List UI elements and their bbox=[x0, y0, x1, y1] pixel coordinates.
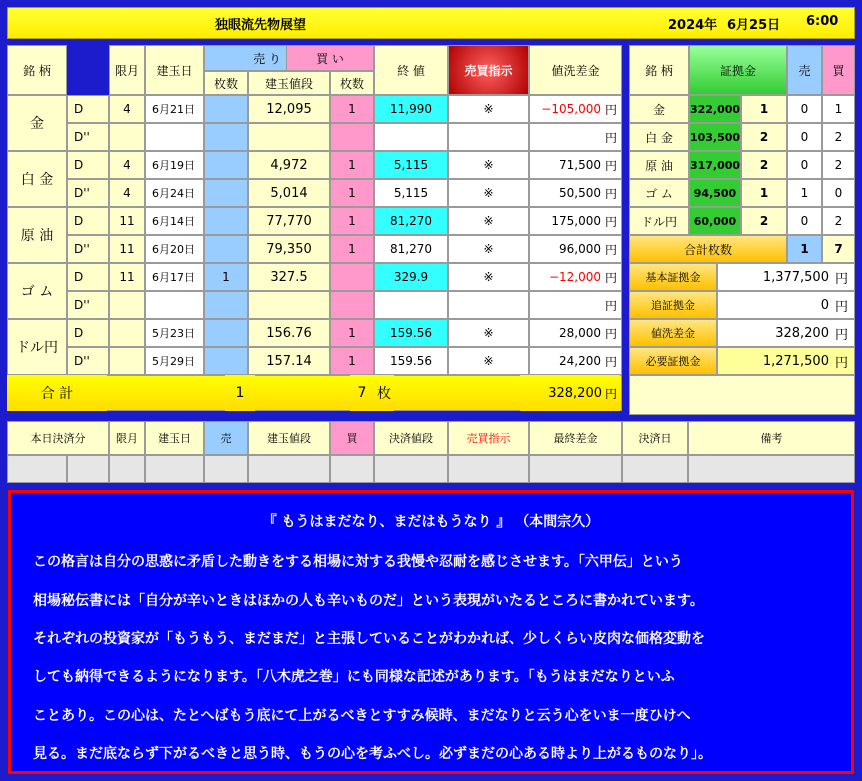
col-header-diff: 値洗差金 bbox=[529, 45, 622, 95]
proverb-title: 『 もうはまだなり、まだはもうなり 』 （本間宗久） bbox=[262, 514, 600, 530]
margin-row-buy: 0 bbox=[822, 179, 855, 207]
settlement-header: 決済値段 bbox=[374, 421, 448, 455]
margin-row-buy: 2 bbox=[822, 207, 855, 235]
row-diff-value: 71,500 bbox=[558, 158, 601, 172]
row-diff-cell bbox=[529, 151, 622, 179]
row-month: 4 bbox=[109, 151, 145, 179]
settlement-empty-cell bbox=[145, 455, 204, 483]
row-position-price bbox=[248, 291, 330, 319]
settlement-empty-cell bbox=[204, 455, 248, 483]
row-position-price: 156.76 bbox=[248, 319, 330, 347]
row-buy-qty: 1 bbox=[330, 319, 374, 347]
total-sell: 1 bbox=[225, 375, 255, 411]
row-buy-qty bbox=[330, 263, 374, 291]
row-diff-cell bbox=[529, 291, 622, 319]
row-diff-value: 96,000 bbox=[558, 242, 601, 256]
row-month bbox=[109, 319, 145, 347]
col-header-signal: 売買指示 bbox=[448, 45, 529, 95]
margin-row-name: 金 bbox=[629, 95, 689, 123]
margin-row-sell: 0 bbox=[787, 207, 822, 235]
summary-value-cell bbox=[717, 347, 855, 375]
row-close-price: 329.9 bbox=[374, 263, 448, 291]
settlement-empty-cell bbox=[67, 455, 109, 483]
margin-filler bbox=[629, 375, 855, 415]
row-diff-unit: 円 bbox=[604, 158, 617, 173]
row-open-date bbox=[145, 123, 204, 151]
row-open-date: 5月29日 bbox=[145, 347, 204, 375]
row-position-price: 157.14 bbox=[248, 347, 330, 375]
row-diff-cell bbox=[529, 123, 622, 151]
row-close-price: 11,990 bbox=[374, 95, 448, 123]
row-sell-qty bbox=[204, 235, 248, 263]
margin-total-sell: 1 bbox=[787, 235, 822, 263]
summary-unit: 円 bbox=[834, 299, 848, 315]
row-sell-qty bbox=[204, 319, 248, 347]
row-buy-qty bbox=[330, 123, 374, 151]
col-header-close: 終 値 bbox=[374, 45, 448, 95]
proverb-box bbox=[8, 490, 854, 774]
row-close-price bbox=[374, 123, 448, 151]
row-signal-mark bbox=[448, 291, 529, 319]
commodity-name: ゴ ム bbox=[7, 263, 67, 319]
margin-header-name: 銘 柄 bbox=[629, 45, 689, 95]
row-signal-mark: ※ bbox=[448, 179, 529, 207]
col-header-open-date: 建玉日 bbox=[145, 45, 204, 95]
row-diff-unit: 円 bbox=[604, 214, 617, 229]
col-header-buy: 買 い bbox=[286, 45, 374, 71]
settlement-header: 最終差金 bbox=[529, 421, 622, 455]
row-buy-qty: 1 bbox=[330, 95, 374, 123]
row-month: 11 bbox=[109, 235, 145, 263]
row-open-date: 5月23日 bbox=[145, 319, 204, 347]
row-diff-value: −12,000 bbox=[548, 270, 601, 284]
row-sell-qty bbox=[204, 207, 248, 235]
row-position-price bbox=[248, 123, 330, 151]
row-position-price: 327.5 bbox=[248, 263, 330, 291]
row-diff-cell bbox=[529, 179, 622, 207]
commodity-name: 金 bbox=[7, 95, 67, 151]
row-diff-unit: 円 bbox=[604, 102, 617, 117]
col-header-month: 限月 bbox=[109, 45, 145, 95]
margin-row-name: 原 油 bbox=[629, 151, 689, 179]
row-sell-qty bbox=[204, 347, 248, 375]
page-title: 独眼流先物展望 bbox=[215, 18, 307, 33]
total-label: 合 計 bbox=[7, 375, 107, 411]
row-diff-cell bbox=[529, 207, 622, 235]
row-open-date: 6月14日 bbox=[145, 207, 204, 235]
margin-row-sell: 0 bbox=[787, 151, 822, 179]
row-diff-unit: 円 bbox=[604, 270, 617, 285]
row-diff-unit: 円 bbox=[604, 130, 617, 145]
col-header-position-price: 建玉値段 bbox=[248, 71, 330, 95]
row-type: D'' bbox=[67, 235, 109, 263]
settlement-header: 備考 bbox=[688, 421, 855, 455]
margin-row-amount: 317,000 bbox=[689, 151, 741, 179]
row-diff-unit: 円 bbox=[604, 298, 617, 313]
row-position-price: 4,972 bbox=[248, 151, 330, 179]
commodity-name: ドル円 bbox=[7, 319, 67, 375]
row-month bbox=[109, 347, 145, 375]
proverb-line: この格言は自分の思惑に矛盾した動きをする相場に対する我慢や忍耐を感じさせます。「六甲伝」という bbox=[33, 554, 683, 570]
summary-value-cell bbox=[717, 319, 855, 347]
row-close-price: 5,115 bbox=[374, 179, 448, 207]
row-open-date: 6月20日 bbox=[145, 235, 204, 263]
margin-row-multiplier: 1 bbox=[741, 95, 787, 123]
row-month: 4 bbox=[109, 95, 145, 123]
margin-total-buy: 7 bbox=[822, 235, 855, 263]
total-unit: 枚 bbox=[374, 375, 394, 411]
margin-row-amount: 103,500 bbox=[689, 123, 741, 151]
row-type: D'' bbox=[67, 123, 109, 151]
row-close-price: 81,270 bbox=[374, 207, 448, 235]
row-close-price: 159.56 bbox=[374, 319, 448, 347]
margin-row-amount: 94,500 bbox=[689, 179, 741, 207]
settlement-empty-cell bbox=[109, 455, 145, 483]
row-diff-value: 50,500 bbox=[558, 186, 601, 200]
margin-row-sell: 0 bbox=[787, 123, 822, 151]
row-type: D bbox=[67, 319, 109, 347]
proverb-line: 見る。まだ底ならず下がるべきと思う時、もうの心を考ふべし。必ずまだの心ある時より上がるものなり」。 bbox=[33, 746, 712, 762]
total-buy: 7 bbox=[350, 375, 374, 411]
summary-label: 必要証拠金 bbox=[629, 347, 717, 375]
margin-row-name: ゴ ム bbox=[629, 179, 689, 207]
row-buy-qty: 1 bbox=[330, 151, 374, 179]
row-month bbox=[109, 291, 145, 319]
row-diff-unit: 円 bbox=[604, 354, 617, 369]
header-date: 6月25日 bbox=[727, 18, 781, 33]
summary-label: 追証拠金 bbox=[629, 291, 717, 319]
margin-row-name: 白 金 bbox=[629, 123, 689, 151]
row-signal-mark: ※ bbox=[448, 151, 529, 179]
row-open-date bbox=[145, 291, 204, 319]
commodity-name: 原 油 bbox=[7, 207, 67, 263]
proverb-line: それぞれの投資家が「もうもう、まだまだ」と主張していることがわかれば、少しくらい皮肉な価格変動を bbox=[33, 631, 705, 647]
margin-row-multiplier: 2 bbox=[741, 123, 787, 151]
settlement-empty-cell bbox=[374, 455, 448, 483]
margin-row-amount: 322,000 bbox=[689, 95, 741, 123]
settlement-empty-cell bbox=[248, 455, 330, 483]
row-diff-unit: 円 bbox=[604, 326, 617, 341]
row-month: 4 bbox=[109, 179, 145, 207]
margin-row-buy: 2 bbox=[822, 123, 855, 151]
row-type: D bbox=[67, 95, 109, 123]
margin-row-sell: 0 bbox=[787, 95, 822, 123]
row-diff-unit: 円 bbox=[604, 186, 617, 201]
margin-header-sell: 売 bbox=[787, 45, 822, 95]
row-diff-cell bbox=[529, 319, 622, 347]
col-header-sell-qty: 枚数 bbox=[204, 71, 248, 95]
row-sell-qty bbox=[204, 151, 248, 179]
row-diff-cell bbox=[529, 95, 622, 123]
margin-row-name: ドル円 bbox=[629, 207, 689, 235]
margin-row-sell: 1 bbox=[787, 179, 822, 207]
row-diff-cell bbox=[529, 347, 622, 375]
proverb-line: 相場秘伝書には「自分が辛いときはほかの人も辛いものだ」という表現がいたるところに書かれています。 bbox=[33, 593, 704, 609]
row-open-date: 6月19日 bbox=[145, 151, 204, 179]
margin-row-multiplier: 2 bbox=[741, 151, 787, 179]
row-signal-mark: ※ bbox=[448, 235, 529, 263]
settlement-header: 建玉日 bbox=[145, 421, 204, 455]
margin-row-multiplier: 1 bbox=[741, 179, 787, 207]
col-header-name: 銘 柄 bbox=[7, 45, 67, 95]
settlement-header: 限月 bbox=[109, 421, 145, 455]
row-position-price: 12,095 bbox=[248, 95, 330, 123]
margin-row-amount: 60,000 bbox=[689, 207, 741, 235]
summary-unit: 円 bbox=[834, 327, 848, 343]
row-buy-qty: 1 bbox=[330, 347, 374, 375]
proverb-line: ことあり。この心は、たとへばもう底にて上がるべきとすすみ候時、まだなりと云う心をいま一度ひけへ bbox=[33, 708, 691, 724]
settlement-empty-cell bbox=[529, 455, 622, 483]
row-signal-mark: ※ bbox=[448, 95, 529, 123]
summary-unit: 円 bbox=[834, 271, 848, 287]
row-close-price: 159.56 bbox=[374, 347, 448, 375]
summary-value: 0 bbox=[820, 297, 829, 313]
summary-value: 328,200 bbox=[775, 325, 829, 341]
margin-row-multiplier: 2 bbox=[741, 207, 787, 235]
settlement-empty-cell bbox=[330, 455, 374, 483]
header-time: 6:00 bbox=[806, 14, 839, 29]
row-buy-qty bbox=[330, 291, 374, 319]
margin-total-label: 合計枚数 bbox=[629, 235, 787, 263]
row-sell-qty bbox=[204, 123, 248, 151]
row-open-date: 6月17日 bbox=[145, 263, 204, 291]
row-type: D'' bbox=[67, 291, 109, 319]
settlement-header: 決済日 bbox=[622, 421, 688, 455]
row-signal-mark: ※ bbox=[448, 207, 529, 235]
row-diff-value: 24,200 bbox=[558, 354, 601, 368]
summary-label: 基本証拠金 bbox=[629, 263, 717, 291]
settlement-empty-cell bbox=[7, 455, 67, 483]
row-diff-unit: 円 bbox=[604, 242, 617, 257]
col-header-buy-qty: 枚数 bbox=[330, 71, 374, 95]
row-buy-qty: 1 bbox=[330, 179, 374, 207]
row-position-price: 5,014 bbox=[248, 179, 330, 207]
header-year: 2024年 bbox=[668, 18, 718, 33]
summary-value-cell bbox=[717, 291, 855, 319]
row-month: 11 bbox=[109, 207, 145, 235]
margin-header-margin: 証拠金 bbox=[689, 45, 787, 95]
summary-label: 値洗差金 bbox=[629, 319, 717, 347]
row-sell-qty: 1 bbox=[204, 263, 248, 291]
row-position-price: 77,770 bbox=[248, 207, 330, 235]
row-diff-value: 175,000 bbox=[551, 214, 601, 228]
summary-value: 1,377,500 bbox=[762, 269, 829, 285]
margin-header-buy: 買 bbox=[822, 45, 855, 95]
row-signal-mark: ※ bbox=[448, 347, 529, 375]
total-diff: 328,200 bbox=[520, 375, 602, 411]
row-close-price: 81,270 bbox=[374, 235, 448, 263]
row-signal-mark: ※ bbox=[448, 263, 529, 291]
row-signal-mark bbox=[448, 123, 529, 151]
row-type: D bbox=[67, 207, 109, 235]
settlement-header: 売買指示 bbox=[448, 421, 529, 455]
proverb-line: しても納得できるようになります。「八木虎之巻」にも同様な記述があります。「もうはまだなりといふ bbox=[33, 669, 675, 685]
row-month: 11 bbox=[109, 263, 145, 291]
row-signal-mark: ※ bbox=[448, 319, 529, 347]
row-position-price: 79,350 bbox=[248, 235, 330, 263]
row-type: D'' bbox=[67, 347, 109, 375]
row-open-date: 6月24日 bbox=[145, 179, 204, 207]
row-close-price: 5,115 bbox=[374, 151, 448, 179]
total-diff-unit: 円 bbox=[602, 375, 620, 411]
row-type: D bbox=[67, 151, 109, 179]
summary-value-cell bbox=[717, 263, 855, 291]
margin-row-buy: 2 bbox=[822, 151, 855, 179]
row-type: D bbox=[67, 263, 109, 291]
commodity-name: 白 金 bbox=[7, 151, 67, 207]
row-diff-value: −105,000 bbox=[541, 102, 601, 116]
row-month bbox=[109, 123, 145, 151]
row-diff-cell bbox=[529, 235, 622, 263]
settlement-header: 買 bbox=[330, 421, 374, 455]
row-sell-qty bbox=[204, 291, 248, 319]
row-buy-qty: 1 bbox=[330, 235, 374, 263]
settlement-empty-cell bbox=[622, 455, 688, 483]
row-sell-qty bbox=[204, 179, 248, 207]
settlement-empty-cell bbox=[448, 455, 529, 483]
row-close-price bbox=[374, 291, 448, 319]
settlement-empty-cell bbox=[688, 455, 855, 483]
summary-unit: 円 bbox=[834, 355, 848, 371]
row-type: D'' bbox=[67, 179, 109, 207]
row-buy-qty: 1 bbox=[330, 207, 374, 235]
row-diff-cell bbox=[529, 263, 622, 291]
settlement-header: 本日決済分 bbox=[7, 421, 109, 455]
col-header-sell: 売 り bbox=[204, 45, 330, 71]
row-diff-value: 28,000 bbox=[558, 326, 601, 340]
row-open-date: 6月21日 bbox=[145, 95, 204, 123]
summary-value: 1,271,500 bbox=[762, 353, 829, 369]
settlement-header: 売 bbox=[204, 421, 248, 455]
row-sell-qty bbox=[204, 95, 248, 123]
margin-row-buy: 1 bbox=[822, 95, 855, 123]
settlement-header: 建玉値段 bbox=[248, 421, 330, 455]
